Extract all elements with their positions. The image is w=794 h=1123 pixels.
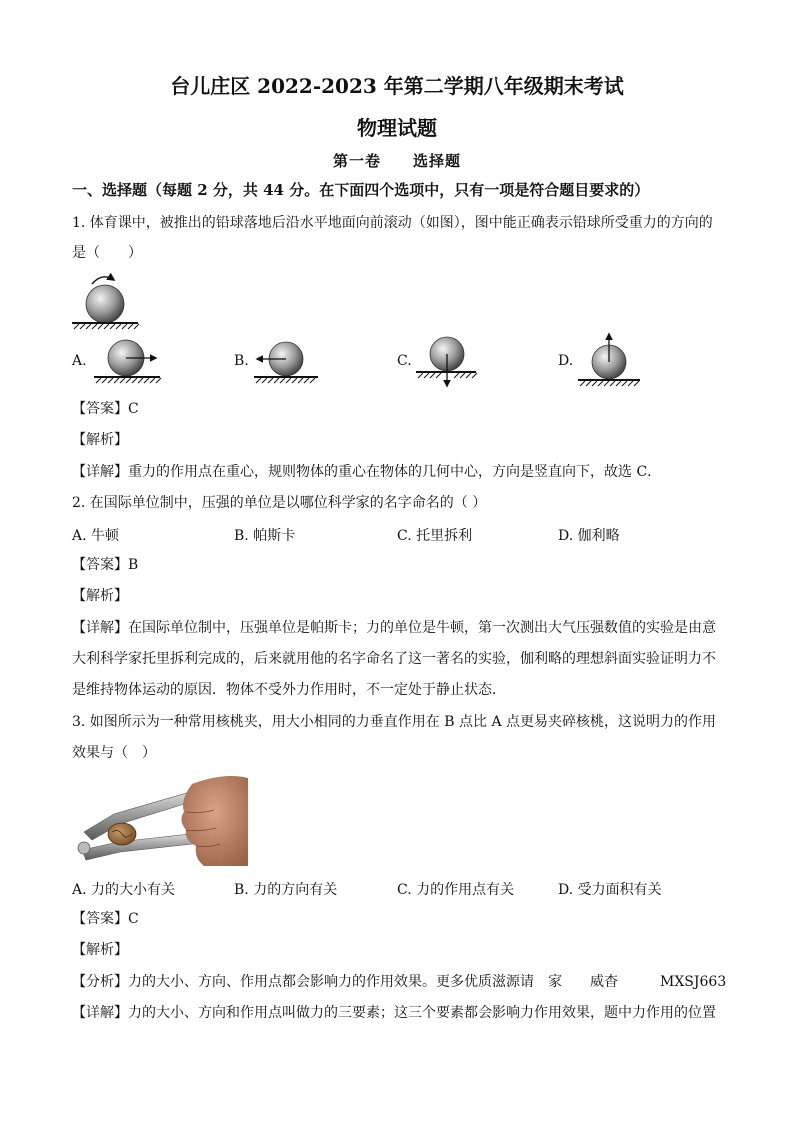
q3-option-a: A. 力的大小有关 — [72, 882, 176, 898]
q3-stem-line2: 效果与（ ） — [72, 745, 156, 761]
q1-option-c-figure — [414, 334, 478, 390]
q3-analysis: 【解析】 — [72, 942, 128, 958]
q2-option-d: D. 伽利略 — [558, 528, 620, 544]
q1-option-d-figure — [576, 330, 644, 388]
q2-detail-line2: 大利科学家托里拆利完成的，后来就用他的名字命名了这一著名的实验，伽利略的理想斜面实验证明力不 — [72, 651, 716, 667]
q1-option-a-figure — [92, 336, 164, 386]
q1-option-b-figure — [252, 338, 322, 386]
q2-detail-line1: 【详解】在国际单位制中，压强单位是帕斯卡；力的单位是牛顿，第一次测出大气压强数值的实验是由意 — [72, 620, 716, 636]
q3-stem-line1: 3. 如图所示为一种常用核桃夹，用大小相同的力垂直作用在 B 点比 A 点更易夹碎核桃，这说明力的作用 — [72, 714, 717, 730]
q1-figure-rolling-ball — [70, 268, 150, 330]
q3-analysis-detail: 【分析】力的大小、方向、作用点都会影响力的作用效果。更多优质滋源请 家 威杳 MXSJ663 — [72, 974, 727, 990]
q1-analysis: 【解析】 — [72, 432, 128, 448]
q3-detail: 【详解】力的大小、方向和作用点叫做力的三要素；这三个要素都会影响力作用效果，题中力作用的位置 — [72, 1005, 716, 1021]
q1-option-d-label: D. — [558, 353, 574, 369]
q2-stem: 2. 在国际单位制中，压强的单位是以哪位科学家的名字命名的（ ） — [72, 495, 487, 511]
q1-detail: 【详解】重力的作用点在重心，规则物体的重心在物体的几何中心，方向是竖直向下，故选 C． — [72, 464, 662, 480]
section-title: 第一卷 选择题 — [332, 152, 461, 170]
exam-subtitle: 物理试题 — [357, 116, 437, 140]
q3-option-d: D. 受力面积有关 — [558, 882, 662, 898]
section-heading: 一、选择题（每题 2 分，共 44 分。在下面四个选项中，只有一项是符合题目要求的） — [72, 181, 650, 199]
q2-detail-line3: 是维持物体运动的原因．物体不受外力作用时，不一定处于静止状态． — [72, 682, 506, 698]
q2-answer: 【答案】B — [72, 557, 139, 573]
q2-option-b: B. 帕斯卡 — [234, 528, 296, 544]
q3-nutcracker-photo — [74, 770, 248, 866]
q3-option-b: B. 力的方向有关 — [234, 882, 338, 898]
q2-analysis: 【解析】 — [72, 588, 128, 604]
q1-option-b-label: B. — [234, 353, 249, 369]
q1-option-a-label: A. — [72, 353, 87, 369]
q1-option-c-label: C. — [397, 353, 412, 369]
q1-stem-line2: 是（ ） — [72, 245, 142, 261]
q3-option-c: C. 力的作用点有关 — [397, 882, 515, 898]
q1-answer: 【答案】C — [72, 401, 139, 417]
exam-title: 台儿庄区 2022-2023 年第二学期八年级期末考试 — [170, 74, 624, 98]
q1-stem-line1: 1. 体育课中，被推出的铅球落地后沿水平地面向前滚动（如图），图中能正确表示铅球所受重力的方向的 — [72, 215, 713, 231]
q2-option-a: A. 牛顿 — [72, 528, 120, 544]
q2-option-c: C. 托里拆利 — [397, 528, 473, 544]
q3-answer: 【答案】C — [72, 911, 139, 927]
